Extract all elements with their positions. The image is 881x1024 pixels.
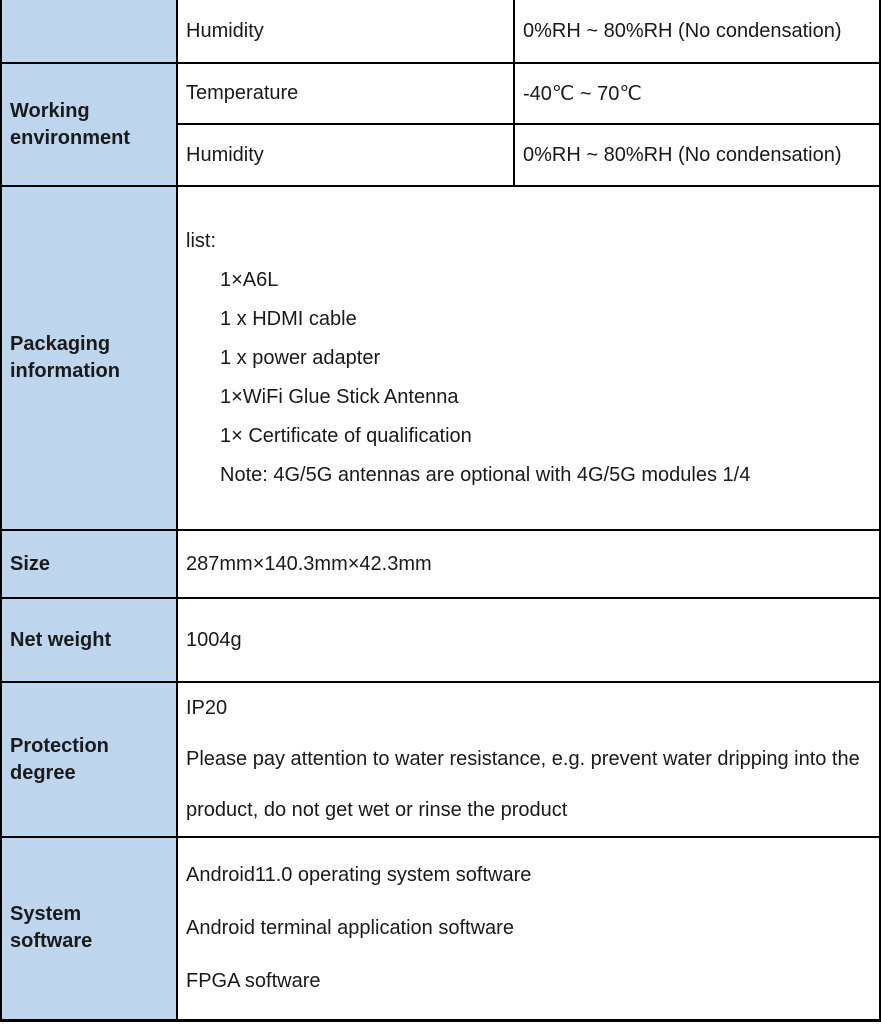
section-label-protection-degree: Protection degree	[1, 682, 177, 837]
packaging-list-item: 1 x HDMI cable	[220, 307, 357, 330]
cutoff-section-label-cell	[1, 0, 177, 63]
section-label-size: Size	[1, 530, 177, 598]
system-software-item: Android terminal application software	[186, 916, 514, 939]
value-humidity: 0%RH ~ 80%RH (No condensation)	[514, 0, 880, 63]
system-software-item: Android11.0 operating system software	[186, 863, 532, 886]
packaging-list-item: 1×WiFi Glue Stick Antenna	[220, 385, 459, 408]
section-label-working-environment: Working environment	[1, 63, 177, 186]
section-label-system-software: System software	[1, 837, 177, 1020]
packaging-list-intro: list:	[186, 229, 216, 252]
table-row	[1, 837, 880, 1020]
packaging-list-item: 1 x power adapter	[220, 346, 381, 369]
system-software-item: FPGA software	[186, 969, 321, 992]
property-humidity: Humidity	[177, 124, 514, 186]
table-row	[1, 530, 880, 598]
system-software-content	[177, 837, 880, 1020]
protection-warning: Please pay attention to water resistance, e.g. prevent water dripping into the product, do not get wet or rinse the product	[186, 748, 860, 821]
section-label-net-weight: Net weight	[1, 598, 177, 682]
table-row	[1, 63, 880, 124]
table-row	[1, 598, 880, 682]
property-temperature: Temperature	[177, 63, 514, 124]
packaging-list-item: 1× Certificate of qualification	[220, 424, 472, 447]
packaging-note: Note: 4G/5G antennas are optional with 4G/5G modules 1/4	[220, 463, 751, 486]
table-row	[1, 682, 880, 837]
value-size: 287mm×140.3mm×42.3mm	[177, 530, 880, 598]
packaging-list-item: 1×A6L	[220, 268, 279, 291]
protection-rating: IP20	[186, 697, 228, 719]
value-humidity: 0%RH ~ 80%RH (No condensation)	[514, 124, 880, 186]
section-label-packaging-information: Packaging information	[1, 186, 177, 530]
value-net-weight: 1004g	[177, 598, 880, 682]
packaging-information-content	[177, 186, 880, 530]
property-humidity: Humidity	[177, 0, 514, 63]
protection-degree-content	[177, 682, 880, 837]
table-row	[1, 186, 880, 530]
table-row	[1, 0, 880, 63]
value-temperature: -40℃ ~ 70℃	[514, 63, 880, 124]
